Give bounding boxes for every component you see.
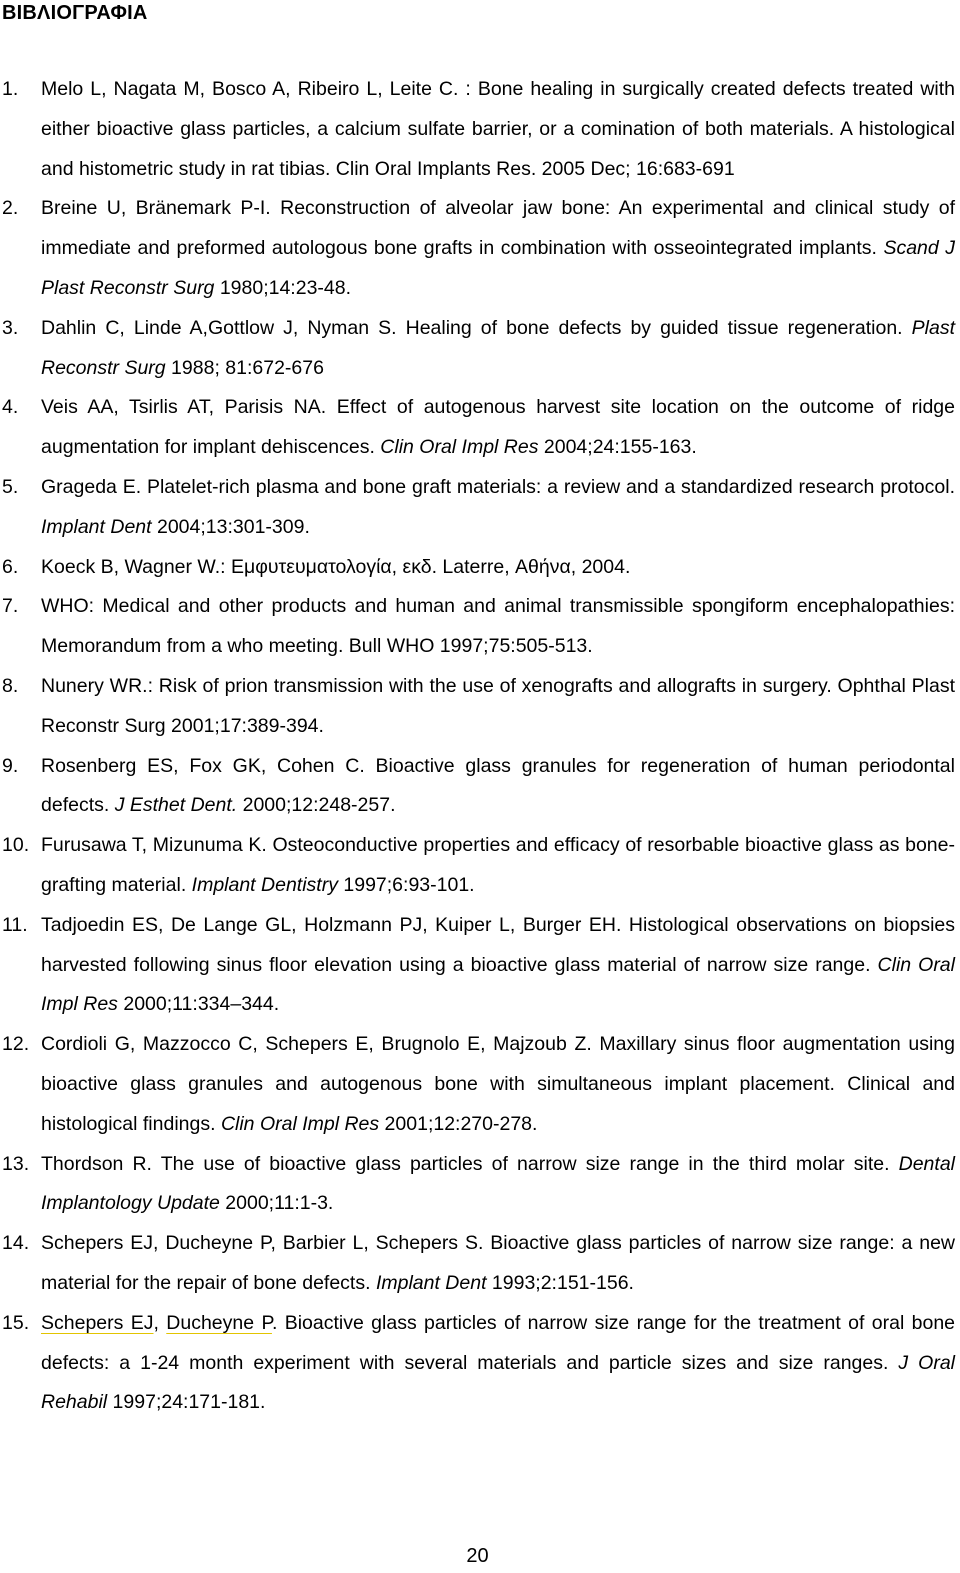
reference-text: Thordson R. The use of bioactive glass particles of narrow size range in the third molar site. bbox=[41, 1152, 899, 1175]
reference-number: 6. bbox=[2, 555, 19, 578]
reference-item bbox=[0, 906, 955, 1025]
reference-item bbox=[0, 1304, 955, 1423]
reference-number: 14. bbox=[2, 1232, 30, 1255]
reference-number: 8. bbox=[2, 674, 19, 697]
page-heading: ΒΙΒΛΙΟΓΡΑΦΙΑ bbox=[2, 2, 148, 24]
reference-text: Schepers EJ, Ducheyne P, Barbier L, Schepers S. Bioactive glass particles of narrow size range: a new material for the repair of bone defects. bbox=[41, 1232, 955, 1294]
journal-title: Implant Dent bbox=[41, 515, 152, 538]
reference-item bbox=[0, 587, 955, 667]
reference-item bbox=[0, 70, 955, 189]
reference-text: 2000;11:334–344. bbox=[117, 993, 280, 1016]
reference-text: 2001;12:270-278. bbox=[379, 1112, 538, 1135]
reference-text: Veis AA, Tsirlis AT, Parisis NA. Effect of autogenous harvest site location on the outcome of ridge augmentation for implant dehiscences. bbox=[41, 396, 955, 459]
reference-item bbox=[0, 667, 955, 747]
journal-title: Plast Reconstr Surg bbox=[41, 316, 955, 379]
linked-author: Ducheyne P bbox=[166, 1311, 272, 1334]
reference-text: Koeck B, Wagner W.: Εμφυτευματολογία, εκδ. Laterre, Αθήνα, 2004. bbox=[41, 555, 631, 578]
reference-text: WHO: Medical and other products and human and animal transmissible spongiform encephalopathies: Memorandum from a who meeting. Bull WHO 1997;75:505-513. bbox=[41, 595, 955, 658]
reference-text: 1997;6:93-101. bbox=[337, 873, 475, 896]
reference-text: Tadjoedin ES, De Lange GL, Holzmann PJ, Kuiper L, Burger EH. Histological observations on biopsies harvested following sinus floor elevation using a bioactive glass material of narrow size range. bbox=[41, 913, 955, 976]
reference-text: Rosenberg ES, Fox GK, Cohen C. Bioactive glass granules for regeneration of human periodontal defects. bbox=[41, 754, 955, 817]
reference-number: 3. bbox=[2, 316, 19, 339]
reference-text: 1980;14:23-48. bbox=[214, 276, 352, 299]
reference-item bbox=[0, 548, 955, 588]
reference-text: Dahlin C, Linde A,Gottlow J, Nyman S. Healing of bone defects by guided tissue regeneration. bbox=[41, 316, 912, 339]
reference-number: 4. bbox=[2, 396, 19, 419]
journal-title: Implant Dentistry bbox=[191, 873, 338, 896]
reference-number: 1. bbox=[2, 78, 19, 100]
reference-item bbox=[0, 189, 955, 308]
reference-item bbox=[0, 826, 955, 906]
reference-number: 7. bbox=[2, 595, 19, 618]
reference-number: 10. bbox=[2, 834, 30, 857]
reference-text: Nunery WR.: Risk of prion transmission with the use of xenografts and allografts in surgery. Ophthal Plast Reconstr Surg 2001;17:389-394. bbox=[41, 674, 955, 737]
journal-title: Scand J Plast Reconstr Surg bbox=[41, 237, 955, 299]
journal-title: J Esthet Dent. bbox=[114, 794, 238, 817]
journal-title: Clin Oral Impl Res bbox=[41, 953, 955, 1016]
reference-number: 5. bbox=[2, 475, 19, 498]
reference-text: 2004;13:301-309. bbox=[151, 515, 310, 538]
reference-number: 13. bbox=[2, 1152, 30, 1175]
reference-number: 9. bbox=[2, 754, 19, 777]
reference-item bbox=[0, 1224, 955, 1304]
reference-text: Melo L, Nagata M, Bosco A, Ribeiro L, Leite C. : Bone healing in surgically created defects treated with either bioactive glass particles, a calcium sulfate barrier, or a comination of both materials. A histological and histometric study in rat tibias. Clin Oral Implants Res. 2005 Dec; 16:683-691 bbox=[41, 78, 955, 180]
reference-item bbox=[0, 388, 955, 468]
reference-text: 1997;24:171-181. bbox=[107, 1391, 266, 1414]
journal-title: Clin Oral Impl Res bbox=[380, 436, 539, 459]
reference-item bbox=[0, 1145, 955, 1225]
reference-list bbox=[0, 70, 955, 1423]
reference-text: Cordioli G, Mazzocco C, Schepers E, Brugnolo E, Majzoub Z. Maxillary sinus floor augmentation using bioactive glass granules and autogenous bone with simultaneous implant placement. Clinical and histological findings. bbox=[41, 1033, 955, 1135]
reference-text: 2000;11:1-3. bbox=[219, 1192, 334, 1215]
reference-item bbox=[0, 747, 955, 827]
reference-text: Grageda E. Platelet-rich plasma and bone graft materials: a review and a standardized research protocol. bbox=[41, 475, 955, 498]
reference-item bbox=[0, 309, 955, 389]
reference-text: 1993;2:151-156. bbox=[486, 1271, 634, 1294]
journal-title: J Oral Rehabil bbox=[41, 1351, 956, 1414]
reference-item bbox=[0, 1025, 955, 1144]
reference-text: , bbox=[153, 1311, 167, 1334]
journal-title: Implant Dent bbox=[375, 1271, 487, 1294]
reference-number: 12. bbox=[2, 1033, 30, 1056]
reference-number: 15. bbox=[2, 1311, 30, 1334]
linked-author: Schepers EJ bbox=[41, 1311, 154, 1334]
reference-text: . Bioactive glass particles of narrow size range for the treatment of oral bone defects: a 1-24 month experiment with several materials and particle sizes and size ranges. bbox=[41, 1311, 956, 1374]
journal-title: Clin Oral Impl Res bbox=[220, 1112, 380, 1135]
reference-text: 1988; 81:672-676 bbox=[165, 356, 324, 379]
reference-text: Breine U, Bränemark P-I. Reconstruction of alveolar jaw bone: An experimental and clinical study of immediate and preformed autologous bone grafts in combination with osseointegrated implants. bbox=[41, 197, 955, 260]
reference-text: 2000;12:248-257. bbox=[237, 794, 396, 817]
reference-text: Furusawa T, Mizunuma K. Osteoconductive properties and efficacy of resorbable bioactive glass as bone-grafting material. bbox=[41, 834, 955, 896]
reference-number: 2. bbox=[2, 197, 19, 220]
reference-item bbox=[0, 468, 955, 548]
journal-title: Dental Implantology Update bbox=[41, 1152, 955, 1215]
reference-number: 11. bbox=[2, 913, 28, 936]
page-number: 20 bbox=[466, 1545, 489, 1567]
reference-text: 2004;24:155-163. bbox=[538, 436, 697, 459]
